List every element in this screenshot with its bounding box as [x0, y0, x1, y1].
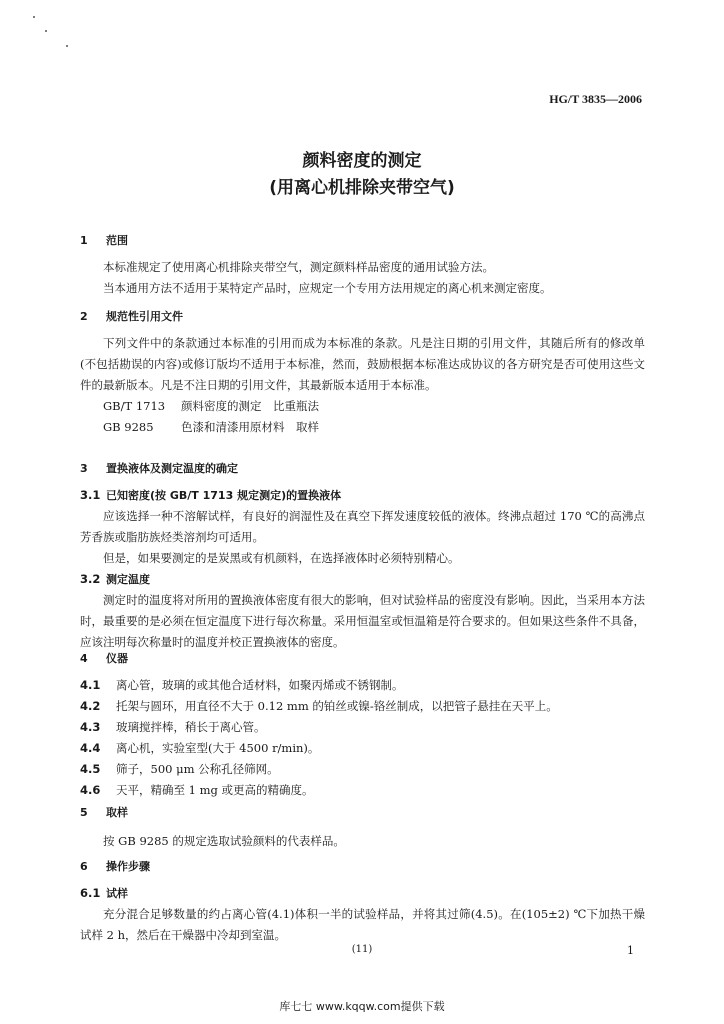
standard-code: HG/T 3835—2006: [549, 92, 642, 106]
scan-speck: [45, 30, 47, 32]
apparatus-item: 4.6 天平，精确至 1 mg 或更高的精确度。: [80, 783, 314, 797]
page-number-center: (11): [351, 944, 373, 955]
section-heading: 1 范围: [80, 234, 128, 247]
section-2: [80, 306, 645, 438]
reference-item: GB 9285 色漆和清漆用原材料 取样: [103, 420, 319, 434]
paragraph: 应该选择一种不溶解试样，有良好的润湿性及在真空下挥发速度较低的液体。终沸点超过 170 ℃的高沸点芳香族或脂肪族烃类溶剂均可适用。: [80, 509, 645, 544]
section-heading: 2 规范性引用文件: [80, 310, 183, 323]
footer-watermark: 库七七 www.kqqw.com提供下载: [279, 1000, 445, 1013]
apparatus-item: 4.5 筛子，500 μm 公称孔径筛网。: [80, 762, 279, 776]
section-heading: 3 置换液体及测定温度的确定: [80, 462, 238, 475]
scan-speck: [66, 45, 68, 47]
apparatus-item: 4.2 托架与圆环，用直径不大于 0.12 mm 的铂丝或镍-铬丝制成，以把管子悬挂在天平上。: [80, 699, 558, 713]
section-heading: 4 仪器: [80, 652, 128, 665]
page-number-right: 1: [627, 944, 634, 957]
subsection-heading: 6.1 试样: [80, 886, 128, 900]
apparatus-item: 4.3 玻璃搅拌棒，稍长于离心管。: [80, 720, 266, 734]
section-6: [80, 856, 645, 946]
section-3: [80, 458, 645, 653]
paragraph: 但是，如果要测定的是炭黑或有机颜料，在选择液体时必须特别精心。: [103, 551, 460, 565]
subsection-heading: 3.1 已知密度(按 GB/T 1713 规定测定)的置换液体: [80, 488, 342, 502]
paragraph: 下列文件中的条款通过本标准的引用而成为本标准的条款。凡是注日期的引用文件，其随后所有的修改单(不包括勘误的内容)或修订版均不适用于本标准，然而，鼓励根据本标准达成协议的各方研究是否可使用这些文件的最新版本。凡是不注日期的引用文件，其最新版本适用于本标准。: [80, 336, 645, 392]
reference-item: GB/T 1713 颜料密度的测定 比重瓶法: [103, 399, 319, 413]
title-line-2: (用离心机排除夹带空气): [269, 178, 455, 198]
paragraph: 本标准规定了使用离心机排除夹带空气，测定颜料样品密度的通用试验方法。: [103, 260, 494, 274]
paragraph: 当本通用方法不适用于某特定产品时，应规定一个专用方法用规定的离心机来测定密度。: [103, 281, 552, 295]
paragraph: 测定时的温度将对所用的置换液体密度有很大的影响，但对试验样品的密度没有影响。因此，当采用本方法时，最重要的是必须在恒定温度下进行每次称量。采用恒温室或恒温箱是符合要求的。但如果这些条件不具备，应该注明每次称量时的温度并校正置换液体的密度。: [80, 593, 645, 649]
apparatus-item: 4.4 离心机，实验室型(大于 4500 r/min)。: [80, 741, 320, 755]
title-line-1: 颜料密度的测定: [302, 151, 422, 171]
paragraph: 按 GB 9285 的规定选取试验颜料的代表样品。: [103, 834, 345, 848]
section-1: [80, 230, 645, 299]
apparatus-item: 4.1 离心管，玻璃的或其他合适材料，如聚丙烯或不锈钢制。: [80, 678, 404, 692]
section-heading: 5 取样: [80, 806, 128, 819]
document-title: [0, 148, 724, 202]
scan-speck: [33, 16, 35, 18]
section-heading: 6 操作步骤: [80, 860, 150, 873]
paragraph: 充分混合足够数量的约占离心管(4.1)体积一半的试验样品，并将其过筛(4.5)。在(105±2) ℃下加热干燥试样 2 h，然后在干燥器中冷却到室温。: [80, 907, 645, 942]
section-4: [80, 648, 645, 801]
subsection-heading: 3.2 测定温度: [80, 572, 150, 586]
section-5: [80, 802, 645, 852]
